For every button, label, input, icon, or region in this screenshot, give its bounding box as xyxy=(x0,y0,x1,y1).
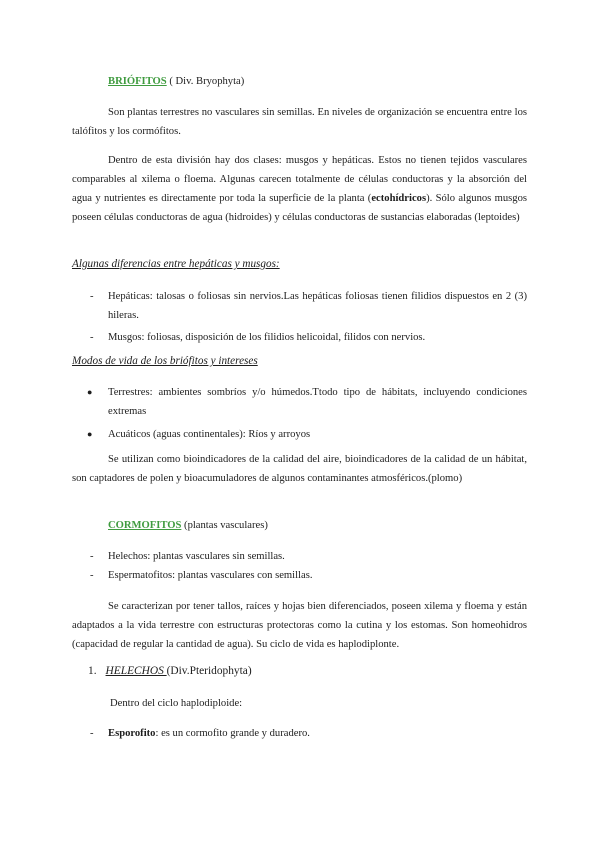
modos-heading xyxy=(72,352,527,371)
modos-list xyxy=(72,383,527,444)
list-item xyxy=(72,724,527,743)
briofitos-p2-text-a: Dentro de esta división hay dos clases: musgos y hepáticas. Estos no tienen tejidos vasculares comparables al xilema o floema. Algunas carecen totalmente de células conductoras y la absorción del agua y nutrientes es directamente por toda la superficie de la planta ( xyxy=(72,155,527,204)
briofitos-paragraph-1: Son plantas terrestres no vasculares sin semillas. En niveles de organización se encuentra entre los talófitos y los cormófitos. xyxy=(72,107,527,137)
cormofitos-paragraph: Se caracterizan por tener tallos, raíces y hojas bien diferenciados, poseen xilema y floema y están adaptados a la vida terrestre con estructuras protectoras como la cutina y los estomas. Son homeohidros (capacidad de regular la cantidad de agua). Su ciclo de vida es haplodiplonte. xyxy=(72,601,527,650)
list-item: - Helechos: plantas vasculares sin semillas. xyxy=(72,547,527,566)
briofitos-heading xyxy=(108,72,563,91)
list-item: - Espermatofitos: plantas vasculares con semillas. xyxy=(72,566,527,585)
list-item: ● Terrestres: ambientes sombríos y/o húmedos.Ttodo tipo de hábitats, incluyendo condiciones extremas xyxy=(72,383,527,421)
helechos-title: HELECHOS xyxy=(105,665,167,677)
briofitos-title-suffix: ( Div. Bryophyta) xyxy=(166,76,245,87)
cormofitos-list xyxy=(72,547,527,585)
diferencias-heading xyxy=(72,255,527,274)
list-item: - Hepáticas: talosas o foliosas sin nervios.Las hepáticas foliosas tienen filidios dispuestos en 2 (3) hileras. xyxy=(72,287,527,325)
cormofitos-title-suffix: (plantas vasculares) xyxy=(181,520,268,531)
briofitos-paragraph-2 xyxy=(72,151,527,227)
cormofitos-heading xyxy=(108,516,563,535)
ectohidricos-term: ectohídricos xyxy=(371,193,427,204)
list-item: ● Acuáticos (aguas continentales): Ríos y arroyos xyxy=(72,425,527,444)
helechos-number: 1. xyxy=(88,665,97,677)
list-item: - Musgos: foliosas, disposición de los filidios helicoidal, filidos con nervios. xyxy=(72,328,527,347)
modos-heading-text: Modos de vida de los briófitos y intereses xyxy=(72,355,258,367)
helechos-intro: Dentro del ciclo haplodiploide: xyxy=(110,698,243,709)
diferencias-heading-text: Algunas diferencias entre hepáticas y musgos: xyxy=(72,258,280,270)
modos-paragraph: Se utilizan como bioindicadores de la calidad del aire, bioindicadores de la calidad de un hábitat, son captadores de polen y bioacumuladores de algunos contaminantes atmosféricos.(plomo) xyxy=(72,454,527,484)
diferencias-list xyxy=(72,287,527,347)
cormofitos-title: CORMOFITOS xyxy=(108,520,182,531)
helechos-heading xyxy=(88,662,252,681)
helechos-title-suffix: (Div.Pteridophyta) xyxy=(166,665,252,677)
briofitos-title: BRIÓFITOS xyxy=(108,76,167,87)
briofitos-p2-text-b: ). Sólo algunos musgos poseen células conductoras de agua (hidroides) y células conductoras de sustancias elaboradas (leptoides) xyxy=(72,193,527,223)
esporofito-term: Esporofito xyxy=(108,728,156,739)
esporofito-description: : es un cormofito grande y duradero. xyxy=(155,728,310,739)
helechos-list xyxy=(72,724,527,743)
